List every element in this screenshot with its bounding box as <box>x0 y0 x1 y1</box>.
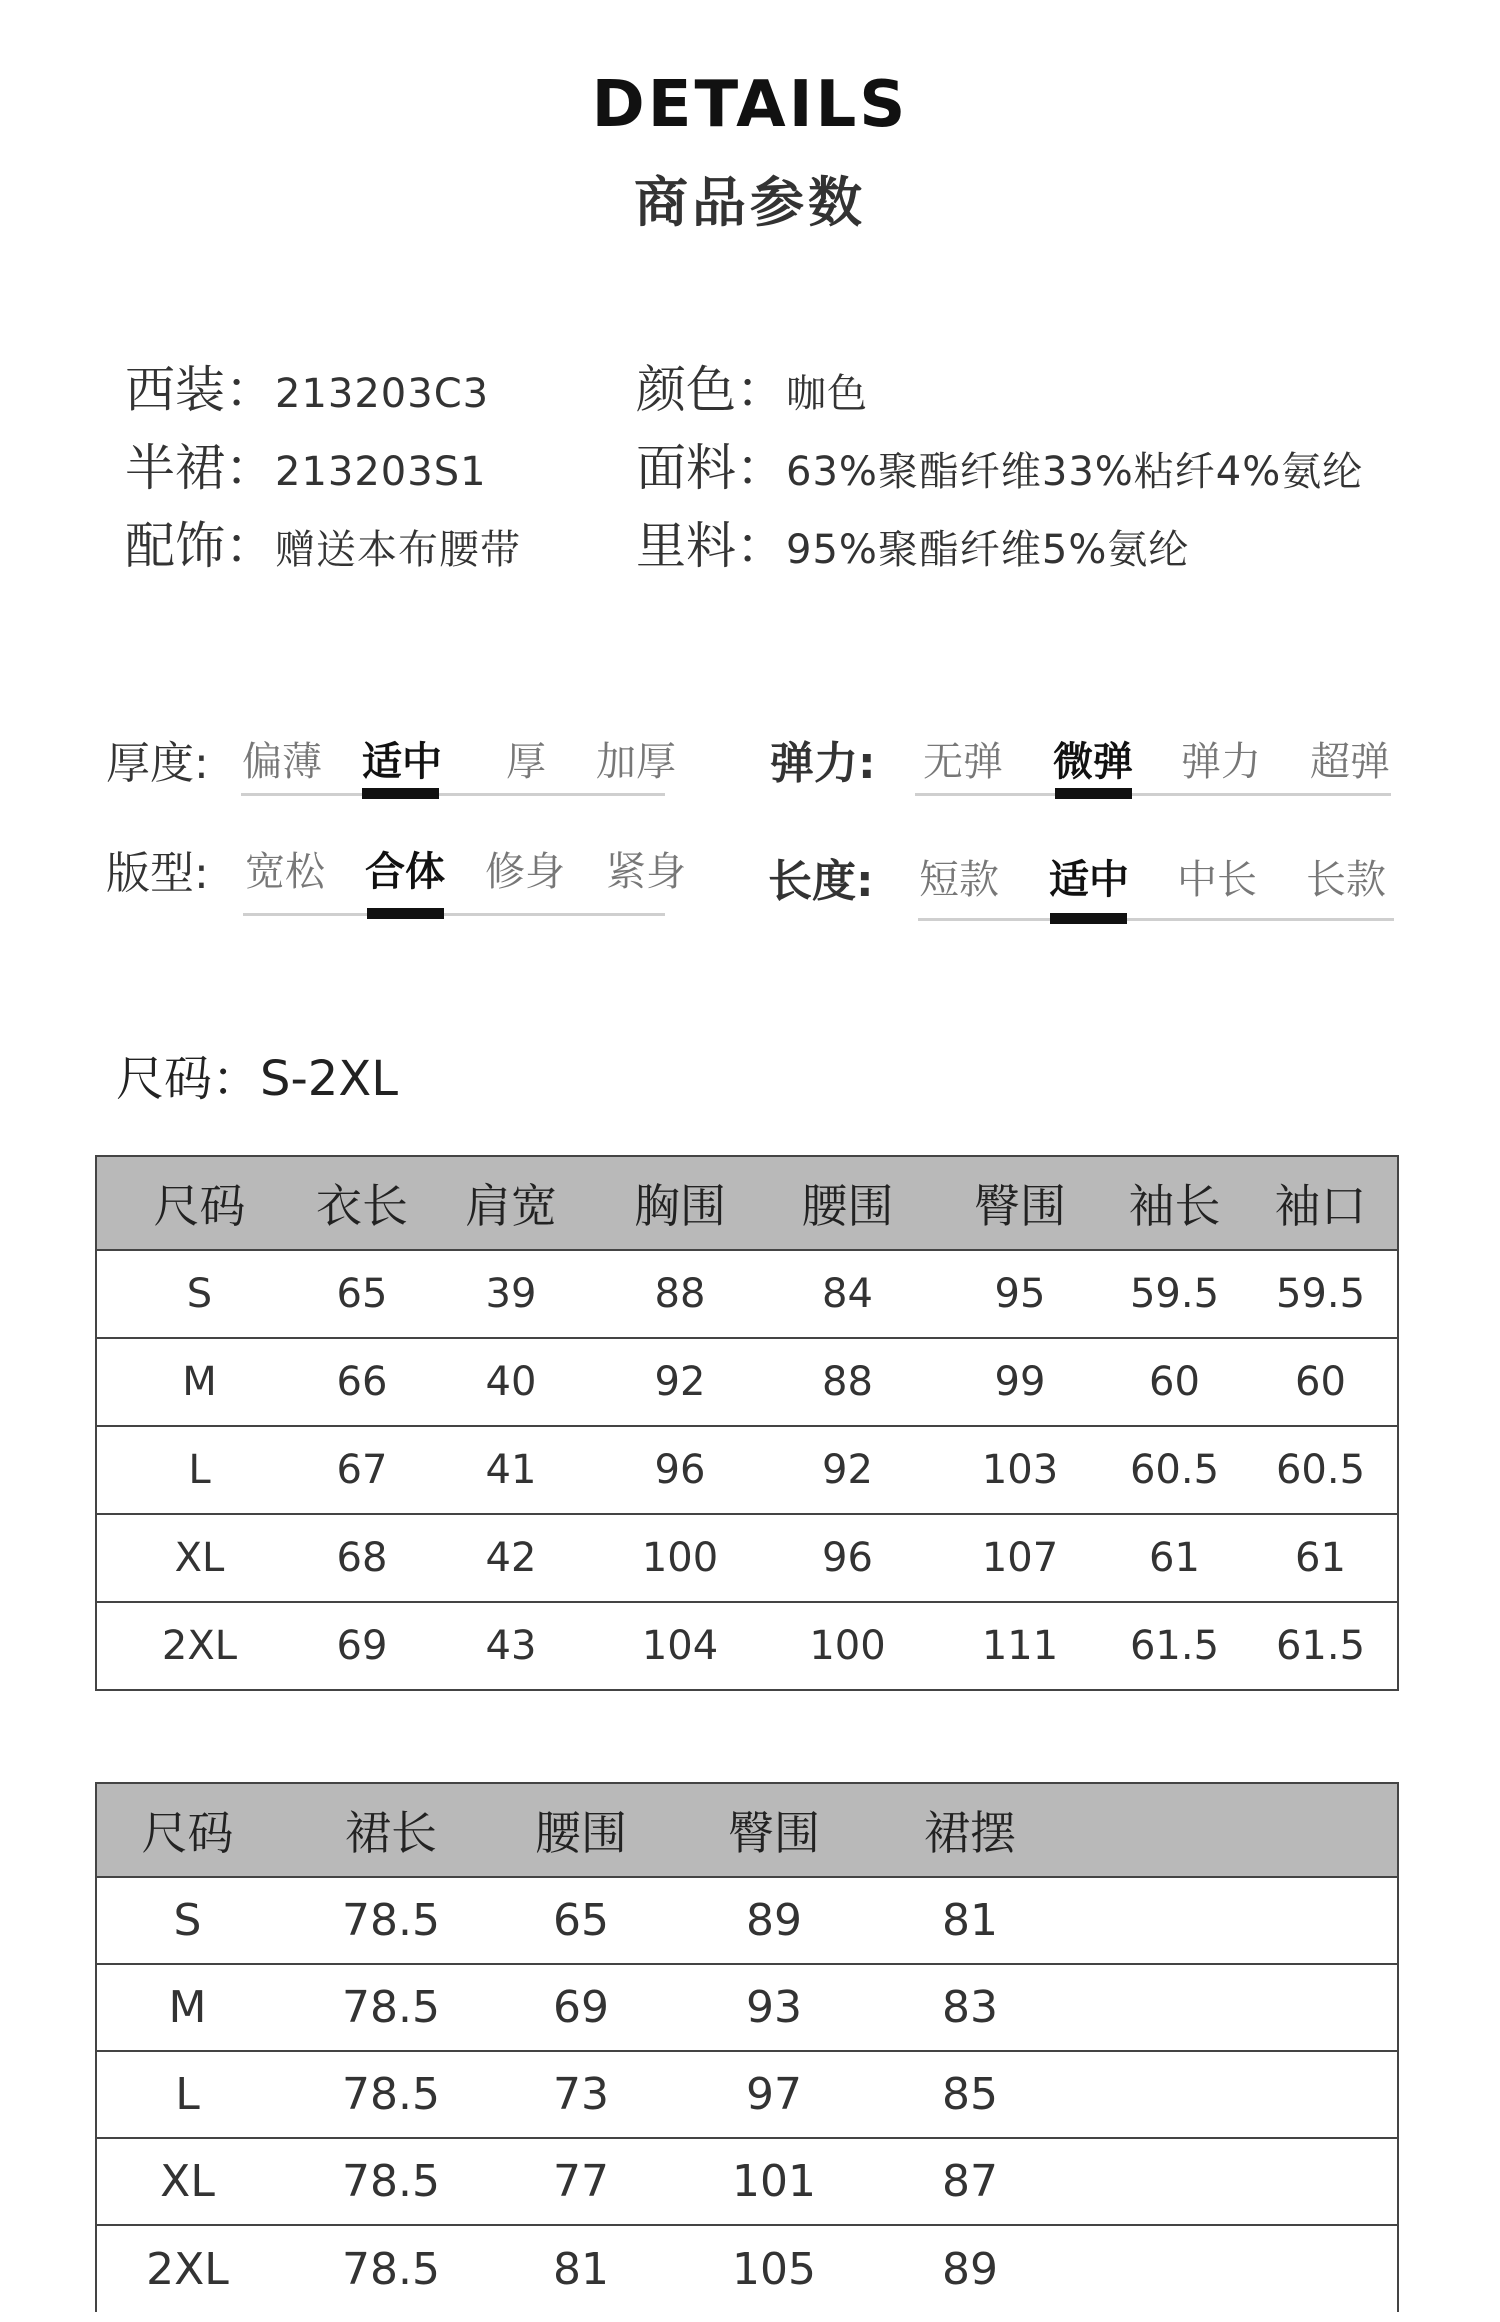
table-cell: 43 <box>485 1623 537 1669</box>
table-cell: 81 <box>553 2243 609 2295</box>
table-row <box>96 2138 1398 2225</box>
thickness-option: 加厚 <box>596 739 676 785</box>
table-cell <box>1050 1964 1398 2051</box>
spec-value: 95%聚酯纤维5%氨纶 <box>786 527 1190 573</box>
table-cell <box>1050 1877 1398 1964</box>
table-cell: 87 <box>942 2156 998 2207</box>
table-row <box>96 1338 1398 1426</box>
thickness-option: 厚 <box>506 739 546 785</box>
fit-selected-marker <box>367 908 444 919</box>
elasticity-option-selected: 微弹 <box>1053 739 1133 785</box>
table-cell: 60.5 <box>1275 1447 1366 1493</box>
table-row <box>96 1877 1398 1964</box>
length-selected-marker <box>1050 913 1127 924</box>
table-cell: 78.5 <box>342 2069 440 2120</box>
elasticity-selected-marker <box>1055 788 1132 799</box>
fit-option: 宽松 <box>245 849 325 895</box>
column-header: 臀围 <box>935 1156 1105 1250</box>
table-cell: 100 <box>641 1535 719 1581</box>
column-header: 胸围 <box>600 1156 760 1250</box>
table-cell: 95 <box>994 1271 1046 1317</box>
table-cell <box>1050 2225 1398 2312</box>
table-cell: 40 <box>485 1359 537 1405</box>
table-cell: 65 <box>553 1895 609 1946</box>
thickness-scale-line <box>241 793 665 796</box>
spec-value: 咖色 <box>786 371 868 417</box>
table-header-row <box>96 1156 1398 1250</box>
table-cell: 105 <box>732 2243 816 2295</box>
table-cell: 88 <box>822 1359 873 1405</box>
table-cell <box>1050 2051 1398 2138</box>
spec-row-suit <box>125 355 489 425</box>
table-cell: 84 <box>822 1271 873 1317</box>
table-cell: 104 <box>641 1623 719 1669</box>
jacket-size-table <box>95 1155 1399 1691</box>
table-cell: 89 <box>746 1895 802 1946</box>
column-header: 肩宽 <box>422 1156 600 1250</box>
elasticity-option: 超弹 <box>1310 739 1390 785</box>
table-cell: S <box>186 1271 213 1317</box>
table-cell: 41 <box>485 1447 537 1493</box>
table-cell: 65 <box>336 1271 388 1317</box>
spec-row-lining <box>636 511 1189 581</box>
table-cell: 81 <box>942 1895 998 1946</box>
table-cell: 78.5 <box>342 2243 440 2295</box>
column-header: 裙长 <box>278 1783 504 1877</box>
elasticity-scale-line <box>915 793 1391 796</box>
table-cell: 111 <box>981 1623 1059 1669</box>
table-row <box>96 2051 1398 2138</box>
fit-scale-line <box>243 913 665 916</box>
table-cell: 103 <box>981 1447 1059 1493</box>
column-header: 腰围 <box>760 1156 935 1250</box>
table-cell: 78.5 <box>342 1895 440 1946</box>
length-label: 长度: <box>768 856 874 907</box>
table-row <box>96 1426 1398 1514</box>
table-header-row <box>96 1783 1398 1877</box>
table-cell: L <box>188 1447 211 1493</box>
fit-label: 版型: <box>106 848 209 899</box>
table-cell: XL <box>174 1535 225 1581</box>
fit-option: 修身 <box>485 849 565 895</box>
fit-option-selected: 合体 <box>365 849 445 895</box>
spec-value: 213203S1 <box>275 449 487 495</box>
length-option: 短款 <box>919 857 999 903</box>
length-scale-line <box>918 918 1394 921</box>
spec-value: 213203C3 <box>275 371 490 417</box>
column-header: 袖口 <box>1244 1156 1398 1250</box>
thickness-option-selected: 适中 <box>362 739 442 785</box>
table-cell: 69 <box>553 1982 609 2033</box>
table-cell: 61.5 <box>1129 1623 1220 1669</box>
table-cell <box>1050 2138 1398 2225</box>
elasticity-option: 弹力 <box>1181 739 1261 785</box>
spec-label: 颜色： <box>636 361 786 419</box>
table-cell: 59.5 <box>1129 1271 1220 1317</box>
table-cell: 61 <box>1149 1535 1200 1581</box>
table-row <box>96 1514 1398 1602</box>
table-cell: XL <box>160 2156 215 2207</box>
table-cell: 39 <box>485 1271 537 1317</box>
table-cell: 92 <box>654 1359 706 1405</box>
table-cell: 73 <box>553 2069 609 2120</box>
column-header: 衣长 <box>302 1156 422 1250</box>
spec-row-fabric <box>636 433 1363 503</box>
table-cell: L <box>175 2069 200 2120</box>
column-header: 尺码 <box>96 1783 278 1877</box>
spec-row-skirt <box>125 433 487 503</box>
spec-value: 63%聚酯纤维33%粘纤4%氨纶 <box>786 449 1364 495</box>
spec-label: 配饰： <box>125 517 275 575</box>
table-cell: 77 <box>553 2156 609 2207</box>
table-row <box>96 1602 1398 1690</box>
table-row <box>96 1250 1398 1338</box>
table-cell: M <box>182 1359 217 1405</box>
elasticity-label: 弹力: <box>770 738 876 789</box>
elasticity-option: 无弹 <box>923 739 1003 785</box>
length-option-selected: 适中 <box>1049 857 1129 903</box>
table-cell: 68 <box>336 1535 388 1581</box>
column-header: 腰围 <box>504 1783 658 1877</box>
table-cell: M <box>168 1982 207 2033</box>
table-cell: 67 <box>336 1447 388 1493</box>
page-subtitle: 商品参数 <box>634 171 866 234</box>
spec-label: 里料： <box>636 517 786 575</box>
thickness-selected-marker <box>362 788 439 799</box>
table-cell: 61.5 <box>1275 1623 1366 1669</box>
table-cell: 101 <box>732 2156 816 2207</box>
table-cell: 2XL <box>161 1623 238 1669</box>
table-cell: 92 <box>822 1447 873 1493</box>
table-cell: 88 <box>654 1271 706 1317</box>
page-title: DETAILS <box>591 68 909 142</box>
table-row <box>96 1964 1398 2051</box>
spec-label: 半裙： <box>125 439 275 497</box>
table-cell: 83 <box>942 1982 998 2033</box>
table-cell: 2XL <box>146 2243 229 2295</box>
column-header: 裙摆 <box>890 1783 1050 1877</box>
table-cell: 60 <box>1149 1359 1200 1405</box>
table-row <box>96 2225 1398 2312</box>
table-cell: 59.5 <box>1275 1271 1366 1317</box>
table-cell: 96 <box>822 1535 873 1581</box>
spec-label: 西装： <box>125 361 275 419</box>
column-header: 臀围 <box>658 1783 890 1877</box>
table-cell: 107 <box>981 1535 1059 1581</box>
spec-row-color <box>636 355 868 425</box>
column-header: 袖长 <box>1105 1156 1244 1250</box>
table-cell: 60.5 <box>1129 1447 1220 1493</box>
table-cell: 89 <box>942 2243 998 2295</box>
table-cell: 97 <box>746 2069 802 2120</box>
thickness-label: 厚度: <box>106 738 209 789</box>
spec-row-accessory <box>125 511 521 581</box>
length-option: 长款 <box>1306 857 1386 903</box>
table-cell: 42 <box>485 1535 537 1581</box>
table-cell: 66 <box>336 1359 388 1405</box>
column-header: 尺码 <box>96 1156 302 1250</box>
table-cell: 69 <box>336 1623 388 1669</box>
table-cell: S <box>173 1895 202 1946</box>
spec-value: 赠送本布腰带 <box>275 527 521 573</box>
skirt-size-table <box>95 1782 1399 2312</box>
table-cell: 93 <box>746 1982 802 2033</box>
table-cell: 96 <box>654 1447 706 1493</box>
table-cell: 60 <box>1295 1359 1346 1405</box>
column-header-empty <box>1050 1783 1398 1877</box>
table-cell: 100 <box>809 1623 886 1669</box>
table-cell: 85 <box>942 2069 998 2120</box>
size-range-label: 尺码：S-2XL <box>116 1051 398 1107</box>
table-cell: 99 <box>994 1359 1046 1405</box>
spec-label: 面料： <box>636 439 786 497</box>
table-cell: 78.5 <box>342 1982 440 2033</box>
fit-option: 紧身 <box>606 849 686 895</box>
length-option: 中长 <box>1177 857 1257 903</box>
table-cell: 78.5 <box>342 2156 440 2207</box>
table-cell: 61 <box>1295 1535 1346 1581</box>
thickness-option: 偏薄 <box>242 739 322 785</box>
